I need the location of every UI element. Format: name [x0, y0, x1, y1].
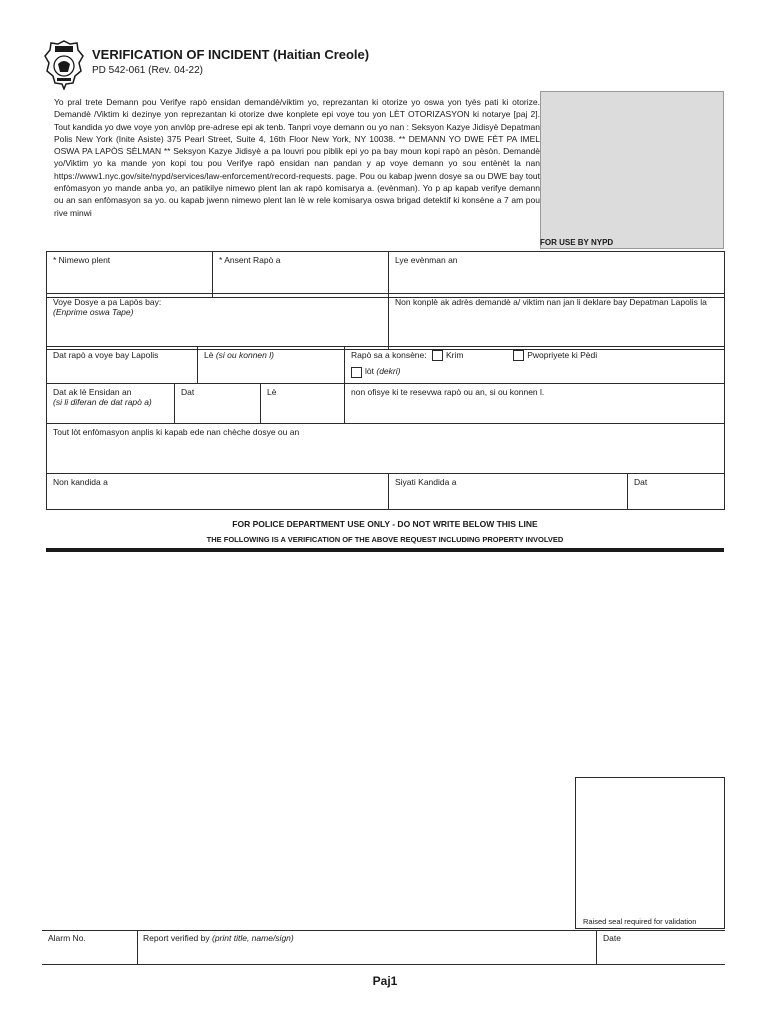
- incident-day-field[interactable]: [174, 383, 261, 424]
- instructions-text: Yo pral trete Demann pou Verifye rapò ensidan demandè/viktim yo, reprezantan ki otorize yo oswa yon tyès pati ki otorize. Demandè /Viktim ki dezinye yon reprezantan ki otorize dwe konplete epi voye tou yon LÈT OTORIZASYON ki notarye [paj 2]. Tout kandida yo dwe voye yon anvlòp pre-adrese epi ak tenb. Tanpri voye demann ou yo nan : Seksyon Kazye Jidisyè Depatman Polis New York (Inite Asiste) 375 Pearl Street, Suite 4, 16th Floor New York, NY 10038. ** DEMANN YO DWE FÈT PA IMEL OSWA PA LAPÒS SÈLMAN ** Seksyon Kazye Jidisyè a pa louvri pou piblik epi yo pa bay moun kopi rapò an pèsòn. Demandè yo/Viktim yo ka mande yon kopi tou pou Verifye rapò ensidan nan pandan y ap voye demann yo sou entènèt la nan https://www1.nyc.gov/site/nypd/services/law-enforcement/record-requests. page. Pou ou kabap jwenn dosye sa ou DWE bay tout enfòmasyon yo mande anba yo, an patikilye nimewo plent lan ak rapò komisarya a. (evènman). Yo p ap kapab verifye demann ou an san enfòmasyon sa yo. ou kapab jwenn nimewo plent lan lè w rele komisarya oswa brigad detektif ki konsène a 7 am pou rive minwi: [54, 97, 540, 218]
- lost-property-option-label: Pwopriyete ki Pèdi: [527, 350, 598, 360]
- police-use-subnotice: THE FOLLOWING IS A VERIFICATION OF THE ABOVE REQUEST INCLUDING PROPERTY INVOLVED: [206, 535, 564, 544]
- lost-property-checkbox[interactable]: [513, 350, 524, 361]
- applicant-name-label: Non kandida a: [53, 477, 108, 487]
- officer-name-label: non ofisye ki te resevwa rapò ou an, si ou konnen l.: [351, 387, 545, 397]
- seal-label: Raised seal required for validation: [583, 917, 697, 926]
- officer-name-field[interactable]: [344, 383, 725, 424]
- page-number: Paj1: [372, 974, 398, 988]
- report-verified-label: Report verified by: [143, 933, 210, 943]
- incident-location-label: Lye evènman an: [395, 255, 458, 265]
- crime-option-label: Krim: [445, 350, 464, 360]
- report-sent-label: * Ansent Rapò a: [219, 255, 281, 265]
- incident-time-label: Lè: [267, 387, 277, 397]
- sign-date-field[interactable]: [627, 473, 725, 510]
- report-sent-field[interactable]: [212, 251, 389, 298]
- applicant-signature-label: Siyati Kandida a: [395, 477, 457, 487]
- crime-checkbox[interactable]: [432, 350, 443, 361]
- report-verified-field[interactable]: [137, 930, 597, 965]
- seal-box: [575, 777, 725, 929]
- report-type-group: [344, 346, 725, 384]
- alarm-number-field[interactable]: [42, 930, 138, 965]
- incident-location-field[interactable]: [388, 251, 725, 298]
- applicant-address-label: Non konplè ak adrès demandè a/ viktim nan jan li deklare bay Depatman Lapolis la: [395, 297, 707, 307]
- report-verified-note: (print title, name/sign): [212, 933, 294, 943]
- other-info-field[interactable]: [46, 423, 725, 474]
- complaint-number-label: * Nimewo plent: [53, 255, 111, 265]
- nypd-badge-icon: [44, 40, 84, 90]
- time-reported-note: (si ou konnen l): [215, 350, 274, 360]
- nypd-use-label: FOR USE BY NYPD: [540, 238, 614, 247]
- date-reported-field[interactable]: [46, 346, 198, 384]
- instructions-block: [46, 91, 546, 249]
- section-divider: [46, 548, 724, 552]
- mail-file-note: (Enprime oswa Tape): [53, 307, 134, 317]
- nypd-use-box: [540, 91, 724, 249]
- applicant-name-field[interactable]: [46, 473, 389, 510]
- other-option-note: (dekri): [376, 366, 401, 377]
- mail-file-label: Voye Dosye a pa Lapòs bay:: [53, 297, 162, 307]
- time-reported-field[interactable]: [197, 346, 345, 384]
- complaint-number-field[interactable]: [46, 251, 213, 298]
- sign-date-label: Dat: [634, 477, 648, 487]
- other-checkbox[interactable]: [351, 367, 362, 378]
- alarm-number-label: Alarm No.: [48, 933, 86, 943]
- verification-date-label: Date: [603, 933, 621, 943]
- incident-day-label: Dat: [181, 387, 195, 397]
- applicant-address-field[interactable]: [388, 293, 725, 350]
- form-title: VERIFICATION OF INCIDENT (Haitian Creole): [92, 47, 370, 62]
- applicant-signature-field[interactable]: [388, 473, 628, 510]
- other-info-label: Tout lòt enfòmasyon anplis ki kapab ede nan chèche dosye ou an: [53, 427, 300, 437]
- time-reported-label: Lè: [204, 350, 214, 360]
- incident-date-note: (si li diferan de dat rapò a): [53, 397, 152, 407]
- verification-date-field[interactable]: [597, 930, 725, 965]
- date-reported-label: Dat rapò a voye bay Lapolis: [53, 350, 159, 360]
- report-type-label: Rapò sa a konsène:: [351, 350, 427, 360]
- form-number: PD 542-061 (Rev. 04-22): [92, 65, 203, 76]
- incident-time-field[interactable]: [260, 383, 345, 424]
- mail-file-field[interactable]: [46, 293, 389, 350]
- other-option-label: lòt: [365, 366, 374, 377]
- police-use-notice: FOR POLICE DEPARTMENT USE ONLY - DO NOT WRITE BELOW THIS LINE: [232, 519, 538, 529]
- incident-date-label: Dat ak lè Ensidan an: [53, 387, 132, 397]
- incident-date-field[interactable]: [46, 383, 175, 424]
